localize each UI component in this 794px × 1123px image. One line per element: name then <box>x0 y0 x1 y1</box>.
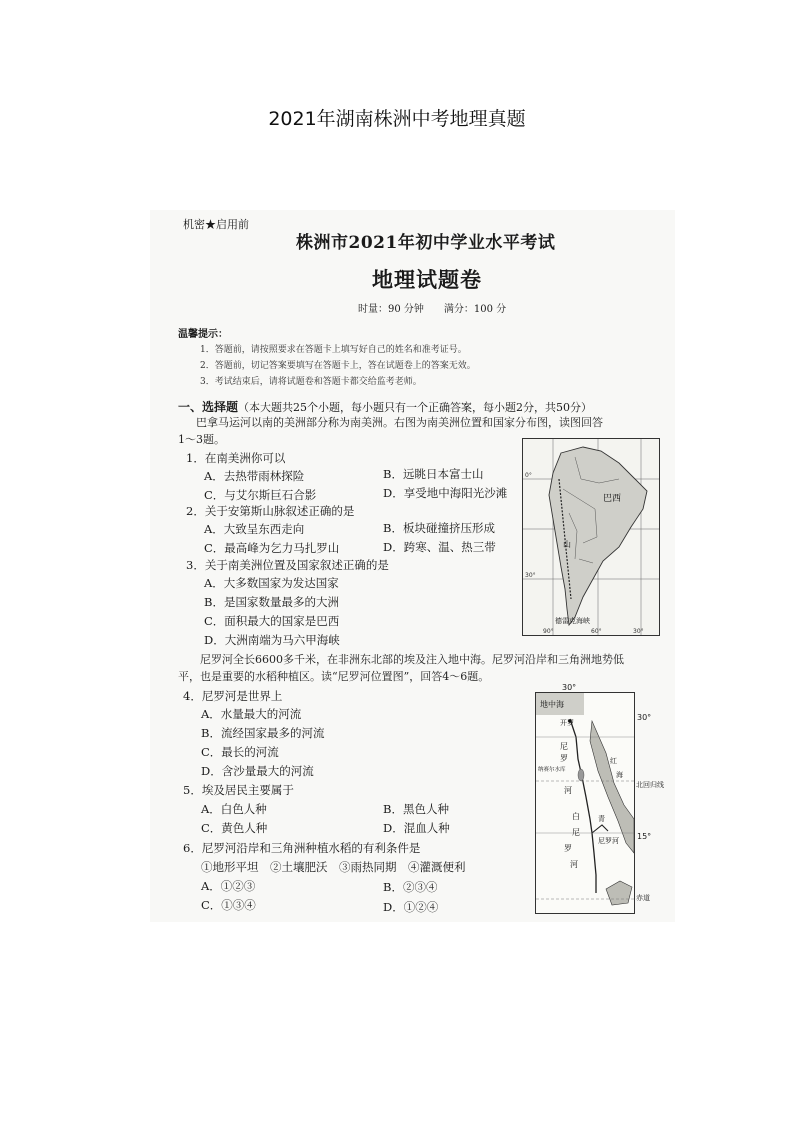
question-stem: 3．关于南美洲位置及国家叙述正确的是 <box>186 558 389 572</box>
map-label: 尼罗河 <box>598 837 619 845</box>
intro-line: 平，也是重要的水稻种植区。读“尼罗河位置图”，回答4～6题。 <box>178 670 490 683</box>
secret-label: 机密★启用前 <box>183 218 249 231</box>
map-label: 尼 <box>572 828 580 837</box>
question-stem: 5．埃及居民主要属于 <box>183 783 294 797</box>
option: B．板块碰撞挤压形成 <box>383 521 495 535</box>
option: C．最长的河流 <box>201 745 279 759</box>
map-label: 青 <box>598 815 605 823</box>
map-label: 纳赛尔水库 <box>538 767 566 773</box>
option: B．是国家数量最多的大洲 <box>204 595 339 609</box>
option: C．与艾尔斯巨石合影 <box>204 488 317 502</box>
option: D．跨寒、温、热三带 <box>383 540 496 554</box>
option: C．面积最大的国家是巴西 <box>204 614 340 628</box>
map-label: 山 <box>563 540 571 549</box>
section-header <box>178 398 592 415</box>
map-label: 罗 <box>560 754 568 763</box>
map-label: 尼 <box>560 742 568 751</box>
nile-map <box>535 692 635 914</box>
option: B．②③④ <box>383 880 438 894</box>
map-tick: 30° <box>525 572 536 579</box>
option: A．白色人种 <box>201 802 267 816</box>
map-tick: 15° <box>637 832 652 841</box>
map-label: 河 <box>570 860 578 869</box>
option: D．享受地中海阳光沙滩 <box>383 486 508 500</box>
option: B．黑色人种 <box>383 802 449 816</box>
map-tick: 60° <box>591 628 602 635</box>
question-stem: 4．尼罗河是世界上 <box>183 689 283 703</box>
section-name: 一、选择题 <box>178 400 239 414</box>
map-tick: 90° <box>543 628 554 635</box>
option: A．去热带雨林探险 <box>204 469 305 483</box>
exam-title: 株洲市2021年初中学业水平考试 <box>296 233 556 253</box>
option: D．含沙量最大的河流 <box>201 764 314 778</box>
option: A．大致呈东西走向 <box>204 522 305 536</box>
map-label: 红 <box>610 757 617 765</box>
option: C．①③④ <box>201 898 256 912</box>
question-stem: 2．关于安第斯山脉叙述正确的是 <box>186 504 355 518</box>
tip-item: 1．答题前，请按照要求在答题卡上填写好自己的姓名和准考证号。 <box>200 345 467 355</box>
intro-line: 巴拿马运河以南的美洲部分称为南美洲。右图为南美洲位置和国家分布图，读图回答 <box>196 416 603 429</box>
option: D．混血人种 <box>383 821 450 835</box>
conditions-list: ①地形平坦 ②土壤肥沃 ③雨热同期 ④灌溉便利 <box>201 860 466 874</box>
option: D．大洲南端为马六甲海峡 <box>204 633 340 647</box>
map-label: 巴西 <box>603 494 622 504</box>
option: B．远眺日本富士山 <box>383 467 484 481</box>
option: C．最高峰为乞力马扎罗山 <box>204 541 340 555</box>
map-tick: 30° <box>637 713 652 722</box>
page-title: 2021年湖南株洲中考地理真题 <box>268 108 526 130</box>
tip-item: 2．答题前，切记答案要填写在答题卡上，答在试题卷上的答案无效。 <box>200 361 476 371</box>
section-desc: （本大题共25个小题，每小题只有一个正确答案，每小题2分，共50分） <box>238 401 593 414</box>
map-label: 河 <box>564 786 572 795</box>
south-america-map <box>522 438 660 636</box>
question-stem: 1．在南美洲你可以 <box>186 451 286 465</box>
map-label: 开罗 <box>560 719 574 727</box>
option: B．流经国家最多的河流 <box>201 726 325 740</box>
option: C．黄色人种 <box>201 821 268 835</box>
map-label: 德雷克海峡 <box>555 617 590 625</box>
map-tick: 北回归线 <box>636 781 664 789</box>
map-label: 白 <box>572 812 580 821</box>
intro-line: 尼罗河全长6600多千米，在非洲东北部的埃及注入地中海。尼罗河沿岸和三角洲地势低 <box>200 653 624 666</box>
option: A．①②③ <box>201 879 256 893</box>
map-tick: 赤道 <box>636 894 650 902</box>
tips-title: 温馨提示： <box>178 329 228 340</box>
map-label: 海 <box>616 771 623 779</box>
map-tick: 30° <box>562 683 577 692</box>
tip-item: 3．考试结束后，请将试题卷和答题卡都交给监考老师。 <box>200 377 422 387</box>
question-stem: 6．尼罗河沿岸和三角洲种植水稻的有利条件是 <box>183 841 421 855</box>
map-tick: 30° <box>633 628 644 635</box>
exam-duration: 时量：90 分钟 满分：100 分 <box>358 304 507 315</box>
map-label: 罗 <box>564 844 572 853</box>
map-tick: 0° <box>525 472 532 479</box>
intro-line: 1～3题。 <box>178 433 225 446</box>
option: D．①②④ <box>383 900 439 914</box>
option: A．水量最大的河流 <box>201 707 302 721</box>
map-label: 地中海 <box>540 700 564 709</box>
option: A．大多数国家为发达国家 <box>204 576 339 590</box>
subject-title: 地理试题卷 <box>372 267 482 292</box>
